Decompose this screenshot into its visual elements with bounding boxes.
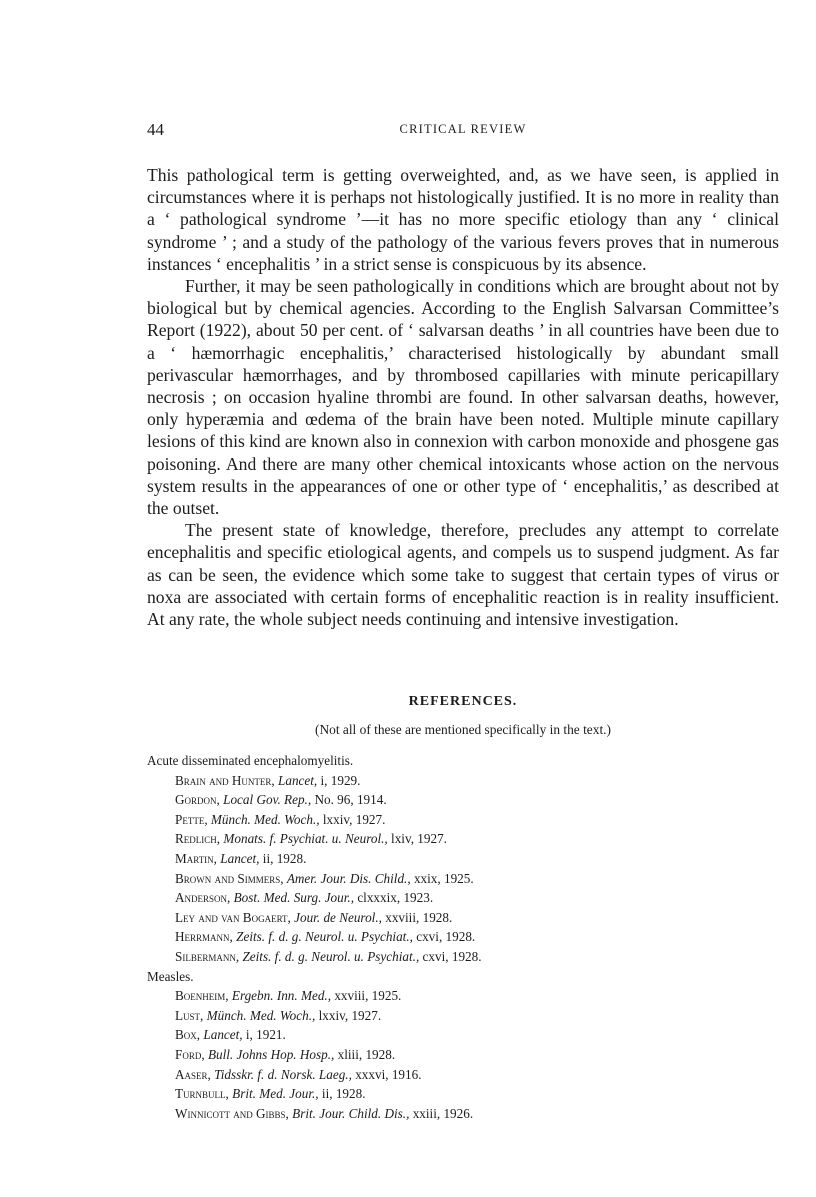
page-header [147,120,779,142]
reference-authors: Herrmann, [175,929,233,945]
reference-item [147,947,779,967]
reference-journal: Bull. Johns Hop. Hosp., [207,1046,335,1062]
reference-authors: Winnicott and Gibbs, [175,1105,289,1121]
reference-authors: Brown and Simmers, [175,870,284,886]
reference-item [147,869,779,889]
reference-authors: Turnbull, [175,1086,229,1102]
reference-details: i, 1929. [320,772,361,788]
reference-authors: Pette, [175,811,208,827]
running-title: CRITICAL REVIEW [399,122,527,136]
reference-journal: Monats. f. Psychiat. u. Neurol., [223,831,388,847]
reference-details: xxix, 1925. [413,870,474,886]
reference-journal: Münch. Med. Woch., [206,1007,316,1023]
reference-details: lxiv, 1927. [391,831,447,847]
reference-item [147,1025,779,1045]
reference-item [147,1045,779,1065]
reference-journal: Brit. Med. Jour., [232,1086,319,1102]
paragraph: Further, it may be seen pathologically in conditions which are brought about not by biological but by chemical agencies. According to the English Salvarsan Committee’s Report (1922), about 50 per cent. of ‘ salvarsan deaths ’ in all countries have been due to a ‘ hæmorrhagic encephalitis,’ characterised histologically by abundant small perivascular hæmorrhages, and by thrombosed capillaries with minute pericapillary necrosis ; on occasion hyaline thrombi are found. In other salvarsan deaths, however, only hyperæmia and œdema of the brain have been noted. Multiple minute capillary lesions of this kind are known also in connexion with carbon monoxide and phosgene gas poisoning. And there are many other chemical intoxicants whose action on the nervous system results in the appearances of one or other type of ‘ encephalitis,’ as described at the outset. [147,276,779,519]
reference-item [147,849,779,869]
reference-authors: Ley and van Bogaert, [175,909,291,925]
reference-authors: Silbermann, [175,948,240,964]
reference-authors: Brain and Hunter, [175,772,275,788]
reference-details: cxvi, 1928. [422,948,482,964]
reference-details: xxviii, 1925. [334,988,402,1004]
reference-item [147,1104,779,1124]
reference-authors: Ford, [175,1046,205,1062]
reference-journal: Local Gov. Rep., [223,792,312,808]
reference-journal: Tidsskr. f. d. Norsk. Laeg., [214,1066,352,1082]
reference-journal: Jour. de Neurol., [294,909,382,925]
reference-authors: Box, [175,1027,201,1043]
reference-details: No. 96, 1914. [314,792,387,808]
paragraph: The present state of knowledge, therefore, precludes any attempt to correlate encephalitis and specific etiological agents, and compels us to suspend judgment. As far as can be seen, the evidence which some take to suggest that certain types of virus or noxa are associated with certain forms of encephalitic reaction is in reality insufficient. At any rate, the whole subject needs continuing and intensive investigation. [147,520,779,630]
reference-item [147,888,779,908]
reference-journal: Zeits. f. d. g. Neurol. u. Psychiat., [236,929,413,945]
reference-details: clxxxix, 1923. [357,890,434,906]
reference-journal: Ergebn. Inn. Med., [231,988,332,1004]
reference-authors: Aaser, [175,1066,211,1082]
reference-details: xxiii, 1926. [412,1105,474,1121]
reference-item [147,1006,779,1026]
reference-journal: Lancet, [220,850,260,866]
reference-details: cxvi, 1928. [416,929,476,945]
reference-group-heading: Measles. [147,968,194,984]
paragraph: This pathological term is getting overweighted, and, as we have seen, is applied in circumstances where it is perhaps not histologically justified. It is no more in reality than a ‘ pathological syndrome ’—it has no more specific etiology than any ‘ clinical syndrome ’ ; and a study of the pathology of the various fevers proves that in numerous instances ‘ encephalitis ’ in a strict sense is conspicuous by its absence. [147,165,779,274]
reference-journal: Zeits. f. d. g. Neurol. u. Psychiat., [242,948,420,964]
reference-item [147,927,779,947]
reference-item [147,771,779,791]
reference-details: lxxiv, 1927. [322,811,386,827]
reference-journal: Amer. Jour. Dis. Child., [286,870,411,886]
references-note: (Not all of these are mentioned specifically in the text.) [315,722,611,737]
reference-details: xliii, 1928. [337,1046,396,1062]
reference-journal: Bost. Med. Surg. Jour., [233,890,355,906]
reference-item [147,1065,779,1085]
reference-journal: Lancet, [278,772,318,788]
reference-item [147,908,779,928]
reference-item [147,790,779,810]
reference-authors: Lust, [175,1007,204,1023]
references-list [147,751,779,1123]
body-text [147,164,779,630]
reference-authors: Gordon, [175,792,220,808]
reference-journal: Münch. Med. Woch., [210,811,320,827]
reference-authors: Boenheim, [175,988,229,1004]
reference-journal: Lancet, [203,1027,243,1043]
reference-journal: Brit. Jour. Child. Dis., [292,1105,410,1121]
reference-authors: Redlich, [175,831,221,847]
reference-details: xxviii, 1928. [385,909,453,925]
reference-item [147,810,779,830]
reference-item [147,986,779,1006]
reference-details: lxxiv, 1927. [318,1007,382,1023]
reference-authors: Anderson, [175,890,231,906]
reference-details: ii, 1928. [262,850,307,866]
reference-item [147,829,779,849]
references-title: REFERENCES. [408,694,518,709]
page-number: 44 [147,120,164,139]
reference-item [147,1084,779,1104]
reference-group-heading: Acute disseminated encephalomyelitis. [147,753,354,768]
reference-details: ii, 1928. [321,1086,366,1102]
reference-authors: Martin, [175,850,217,866]
reference-details: i, 1921. [245,1027,286,1043]
reference-details: xxxvi, 1916. [355,1066,422,1082]
